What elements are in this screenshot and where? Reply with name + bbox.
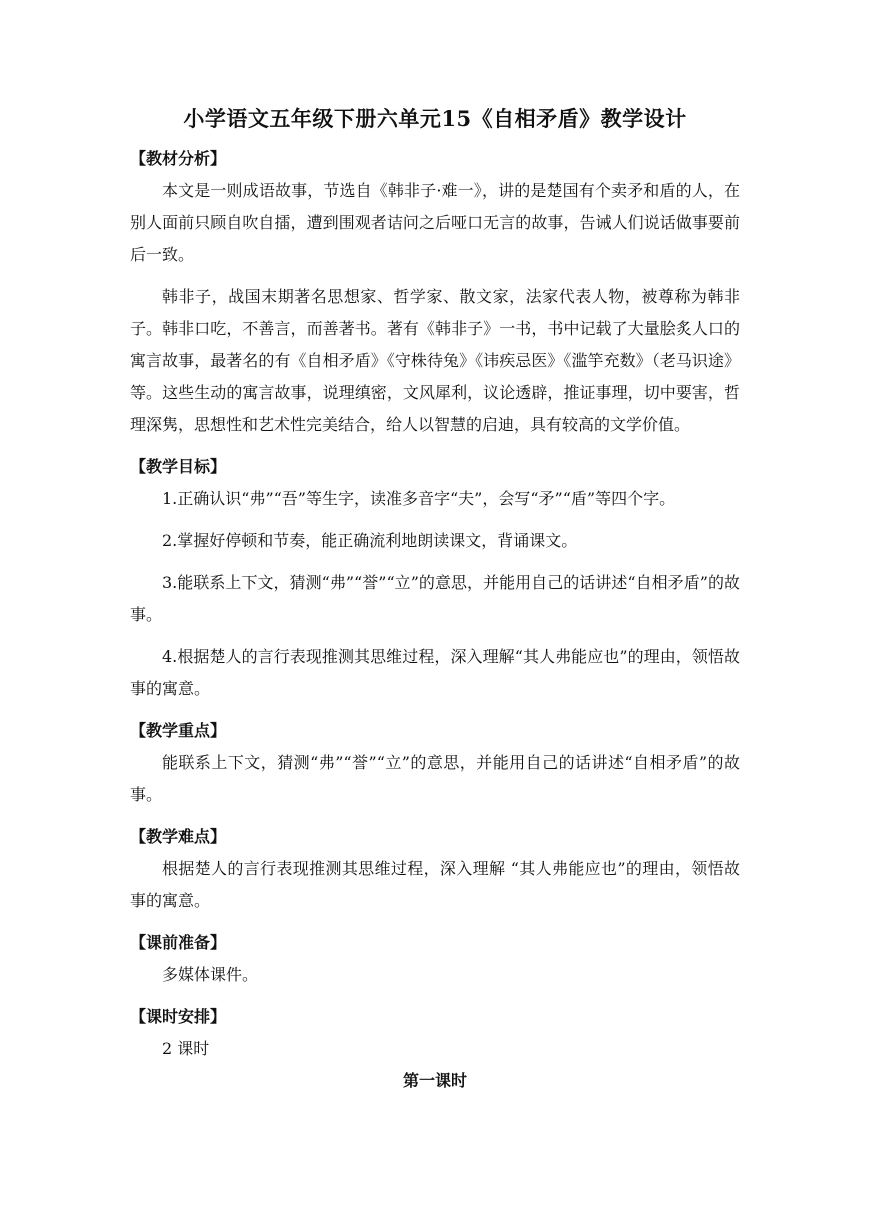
difficulties-text: 根据楚人的言行表现推测其思维过程，深入理解 “其人弗能应也”的理由，领悟故事的寓意。 xyxy=(130,859,740,910)
lesson-heading: 第一课时 xyxy=(402,1071,467,1090)
goal-item-4: 4.根据楚人的言行表现推测其思维过程，深入理解“其人弗能应也”的理由，领悟故事的寓意。 xyxy=(130,647,740,698)
analysis-paragraph-1: 本文是一则成语故事，节选自《韩非子·难一》，讲的是楚国有个卖矛和盾的人，在别人面前只顾自吹自擂，遭到围观者诘问之后哑口无言的故事，告诫人们说话做事要前后一致。 xyxy=(130,181,740,264)
schedule-text: 2 课时 xyxy=(162,1039,210,1058)
analysis-paragraph-2: 韩非子，战国末期著名思想家、哲学家、散文家，法家代表人物，被尊称为韩非子。韩非口吃，不善言，而善著书。著有《韩非子》一书，书中记载了大量脍炙人口的寓言故事，最著名的有《自相矛盾》《守株待兔》《讳疾忌医》《滥竽充数》（老马识途》等。这些生动的寓言故事，说理缜密，文风犀利，议论透辟，推证事理，切中要害，哲理深隽，思想性和艺术性完美结合，给人以智慧的启迪，具有较高的文学价值。 xyxy=(130,287,740,434)
goal-item-3: 3.能联系上下文，猜测“弗”“誉”“立”的意思，并能用自己的话讲述“自相矛盾”的故事。 xyxy=(130,573,740,624)
document-body xyxy=(130,143,740,1097)
goal-item-1: 1.正确认识“弗”“吾”等生字，读准多音字“夫”，会写“矛”“盾”等四个字。 xyxy=(162,489,676,508)
section-heading-key-points: 【教学重点】 xyxy=(130,721,227,740)
preparation-text: 多媒体课件。 xyxy=(162,965,259,984)
document-title: 小学语文五年级下册六单元15《自相矛盾》教学设计 xyxy=(183,106,687,131)
section-heading-schedule: 【课时安排】 xyxy=(130,1007,227,1026)
key-points-text: 能联系上下文，猜测“弗”“誉”“立”的意思，并能用自己的话讲述“自相矛盾”的故事。 xyxy=(130,753,740,804)
section-heading-analysis: 【教材分析】 xyxy=(130,149,227,168)
section-heading-goals: 【教学目标】 xyxy=(130,457,227,476)
section-heading-preparation: 【课前准备】 xyxy=(130,933,227,952)
section-heading-difficulties: 【教学难点】 xyxy=(130,827,227,846)
goal-item-2: 2.掌握好停顿和节奏，能正确流利地朗读课文，背诵课文。 xyxy=(162,531,578,550)
